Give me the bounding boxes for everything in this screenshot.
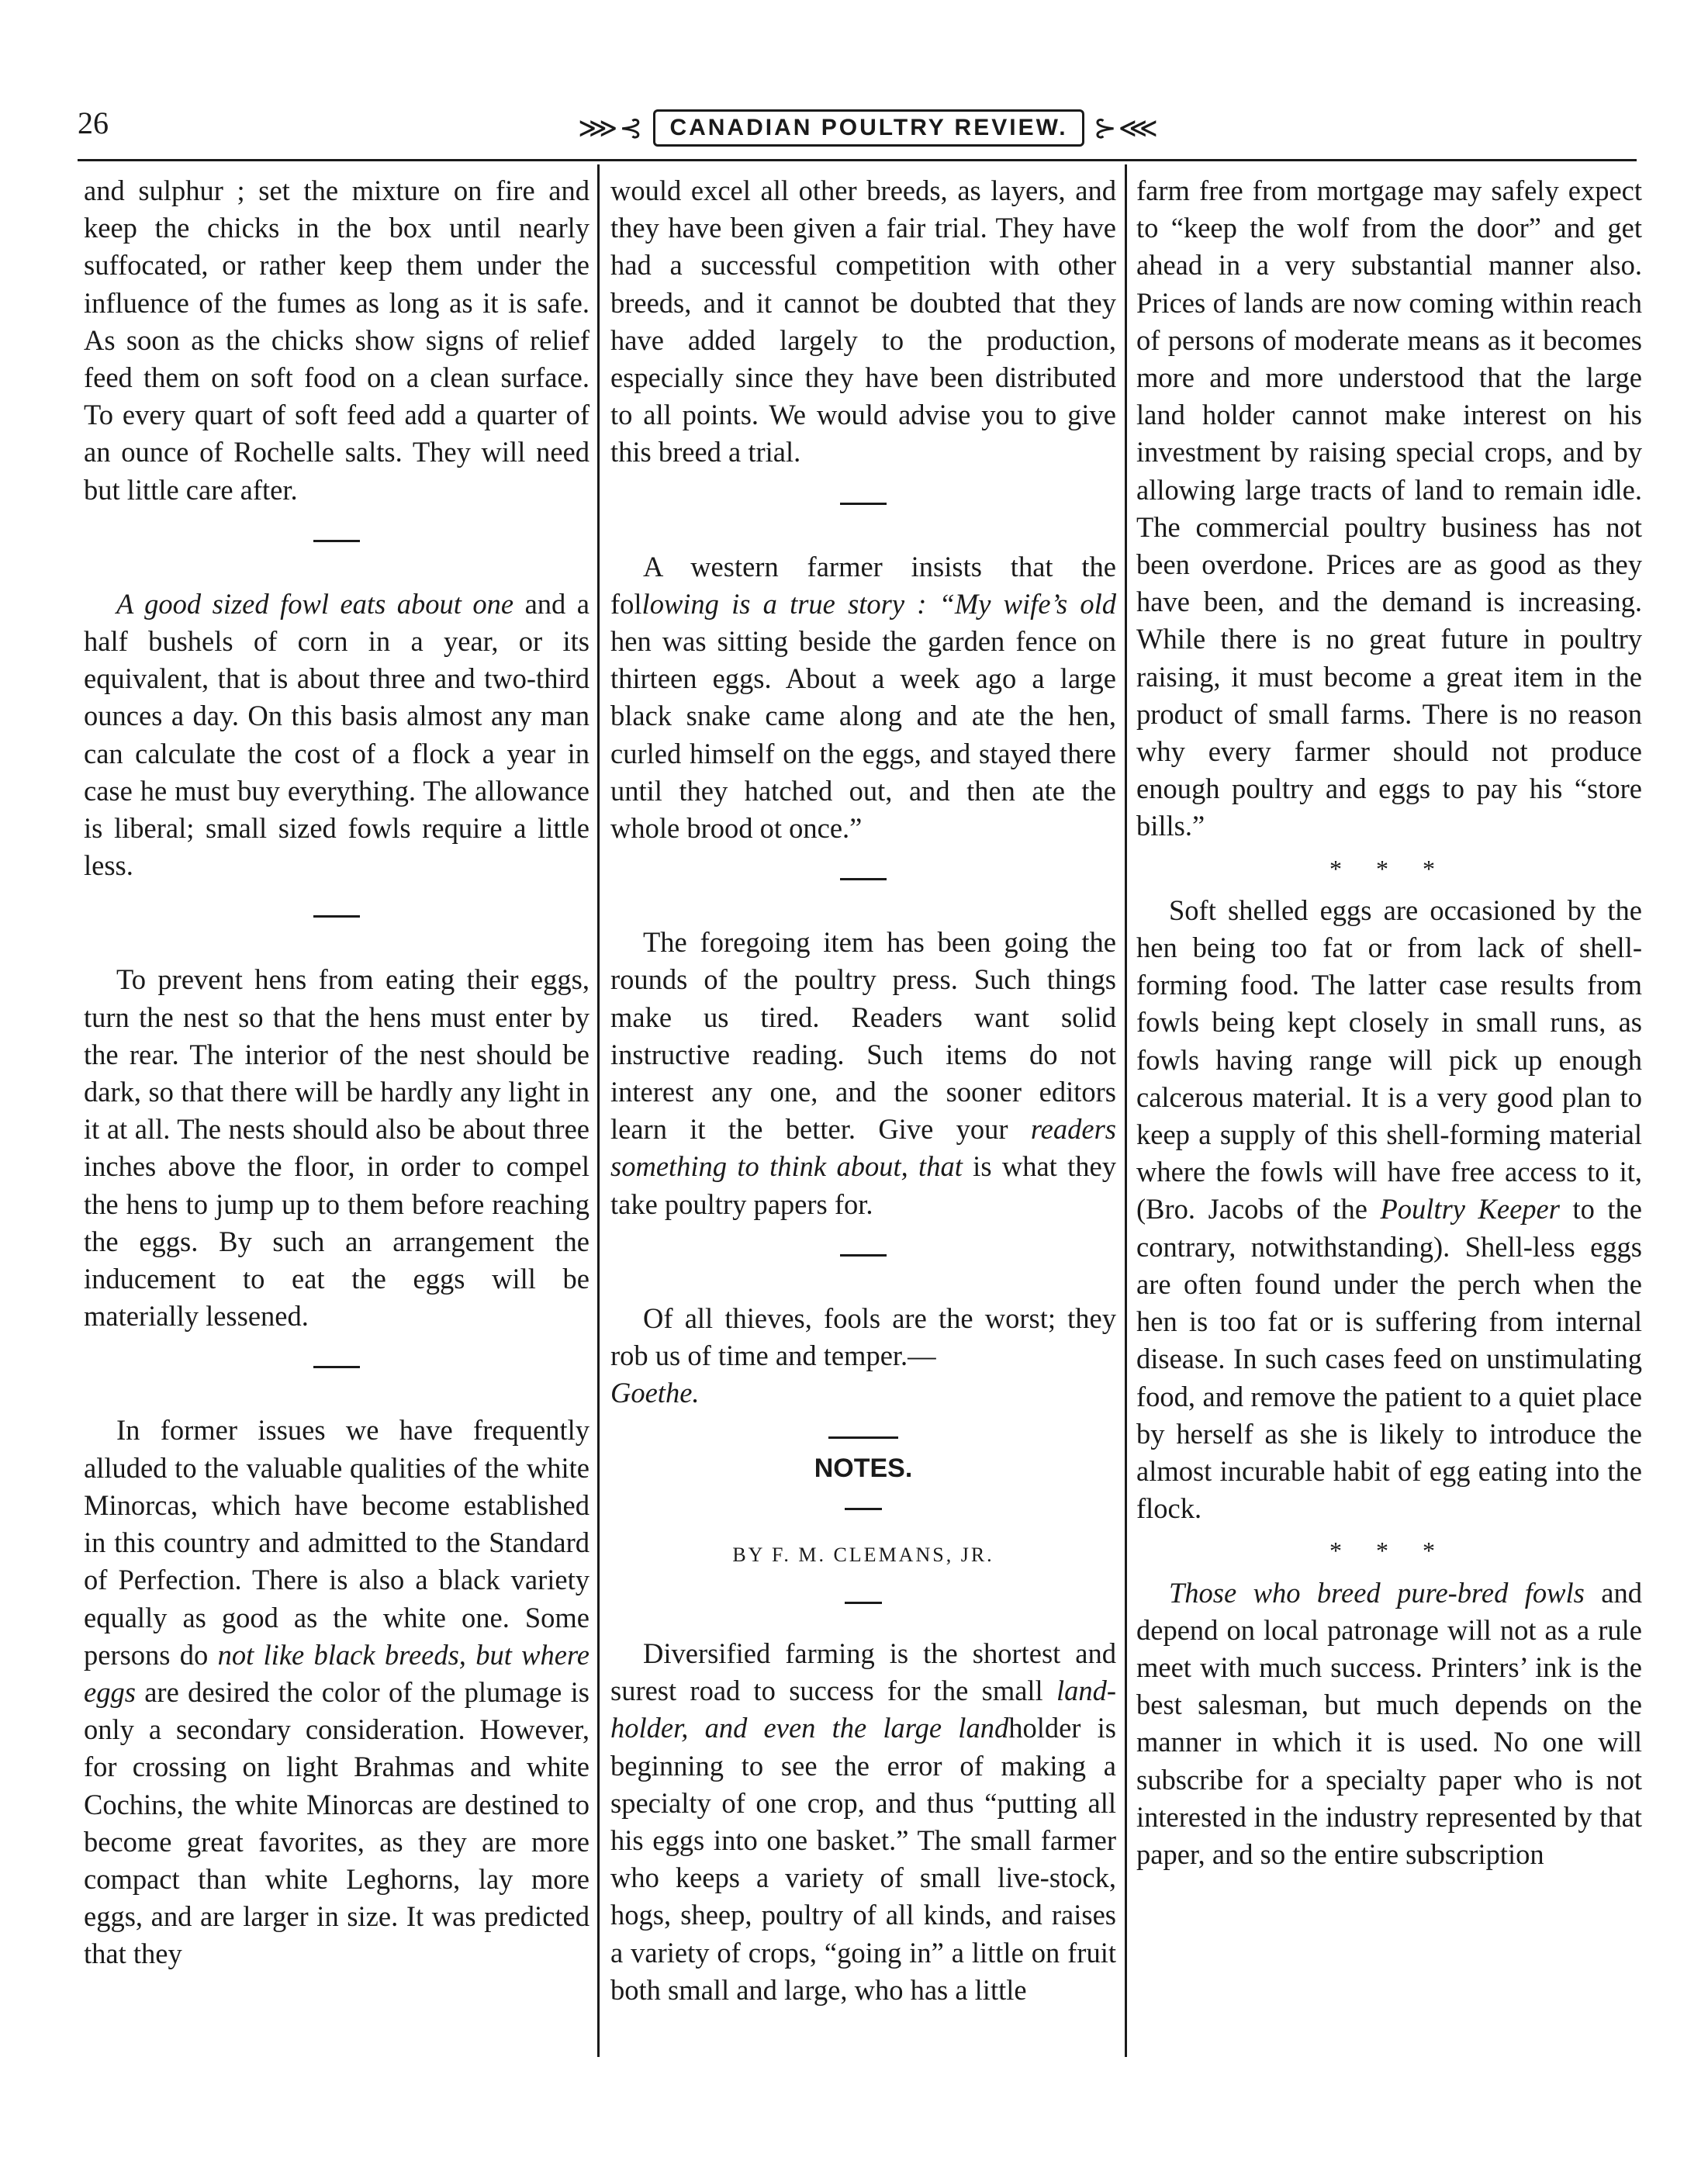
text: A western farmer insists that the fol bbox=[610, 550, 1116, 620]
paragraph bbox=[610, 548, 1116, 848]
paragraph bbox=[1136, 1575, 1642, 1874]
section-stars: * * * bbox=[1329, 854, 1449, 883]
italic-text: land-holder, and even the large land bbox=[610, 1675, 1116, 1744]
text: hen was sitting beside the garden fence on thirteen eggs. About a week ago a large black snake came along and ate the hen, curled himself on the eggs, and stayed there until they hatched out, and then ate the whole brood ot once.” bbox=[610, 625, 1116, 845]
quote-attribution: Goethe. bbox=[610, 1377, 700, 1409]
paragraph bbox=[84, 586, 590, 885]
column-3 bbox=[1136, 172, 1642, 1873]
text: and a half bushels of corn in a year, or its equivalent, that is about three and two-third ounces a day. On this basis almost any man can calculate the cost of a flock a year in case he must buy everything. The allowance is liberal; small sized fowls require a little less. bbox=[84, 587, 590, 882]
byline: BY F. M. CLEMANS, JR. bbox=[732, 1543, 994, 1566]
italic-text: readers something to think about, that bbox=[610, 1113, 1116, 1183]
italic-text: not like black breeds, but where eggs bbox=[84, 1638, 590, 1708]
text: to the contrary, notwithstanding). Shell-less eggs are often found under the perch when the hen is too fat or is suffering from internal disease. In such cases feed on unstimulating food, and remove the patient to a quiet place by herself as she is likely to introduce the almost incurable habit of egg eating into the flock. bbox=[1136, 1193, 1643, 1525]
paragraph: would excel all other breeds, as layers, and they have been given a fair trial. They have had a successful competition with other breeds, and it cannot be doubted that they have added largely to the production, especially since they have been distributed to all points. We would advise you to give this breed a trial. bbox=[610, 175, 1116, 468]
column-divider bbox=[597, 164, 600, 2057]
text: In former issues we have frequently alluded to the valuable qualities of the white Minorcas, which have become established in this country and admitted to the Standard of Perfection. There is also a black variety equally as good as the white one. Some persons do bbox=[84, 1414, 590, 1671]
text: Diversified farming is the shortest and surest road to success for the small bbox=[610, 1637, 1116, 1707]
column-2 bbox=[610, 172, 1116, 2009]
section-divider bbox=[840, 1254, 887, 1257]
text: Soft shelled eggs are occasioned by the hen being too fat or from lack of shell-forming food. The latter case results from fowls being kept closely in small runs, as fowls having range will pick up enough calcerous material. It is a very good plan to keep a supply of this shell-forming material where the fowls will have free access to it, (Bro. Jacobs of the bbox=[1136, 894, 1642, 1226]
paragraph: farm free from mortgage may safely expect to “keep the wolf from the door” and get ahead in a very substantial manner also. Prices of lands are now coming within reach of persons of moderate means as it becomes more and more understood that the large land holder cannot make interest on his investment by raising special crops, and by allowing large tracts of land to remain idle. The commercial poultry business has not been overdone. Prices are as good as they have been, and the demand is increasing. While there is no great future in poultry raising, it must become a great item in the product of small farms. There is no reason why every farmer should not produce enough poultry and eggs to pay his “store bills.” bbox=[1136, 175, 1642, 842]
paragraph: and sulphur ; set the mixture on fire and keep the chicks in the box until nearly suffocated, or rather keep them under the influence of the fumes as long as it is safe. As soon as the chicks show signs of relief feed them on soft food on a clean surface. To every quart of soft feed add a quarter of an ounce of Rochelle salts. They will need but little care after. bbox=[84, 175, 590, 506]
text: Of all thieves, fools are the worst; they rob us of time and temper.— bbox=[610, 1302, 1116, 1372]
text: holder is beginning to see the error of making a specialty of one crop, and thus “putting all his eggs into one basket.” The small farmer who keeps a variety of small live-stock, hogs, sheep, poultry of all kinds, and raises a variety of crops, “going in” a little on fruit both small and large, who has a little bbox=[610, 1712, 1117, 2006]
italic-text: lowing is a true story : “My wife’s old bbox=[641, 587, 1116, 620]
page-number: 26 bbox=[78, 105, 109, 140]
text: are desired the color of the plumage is only a secondary consideration. However, for crossing on light Brahmas and white Cochins, the white Minorcas are destined to become great favorites, as they are more compact than white Leghorns, lay more eggs, and are larger in size. It was predicted that they bbox=[84, 1675, 590, 1970]
text: is what they take poultry papers for. bbox=[610, 1150, 1117, 1220]
section-divider bbox=[828, 1436, 898, 1439]
column-divider bbox=[1125, 164, 1127, 2057]
italic-text: A good sized fowl eats about one bbox=[116, 587, 514, 620]
paragraph bbox=[610, 1635, 1116, 2009]
masthead bbox=[578, 97, 1160, 159]
notes-heading: NOTES. bbox=[814, 1454, 913, 1484]
paragraph bbox=[84, 1412, 590, 1972]
section-divider bbox=[313, 915, 360, 918]
ornament-left-icon: ⋙⊰ bbox=[578, 112, 645, 143]
section-divider bbox=[313, 1366, 360, 1368]
section-divider bbox=[840, 503, 887, 505]
paragraph bbox=[610, 924, 1116, 1223]
text: and depend on local patronage will not as a rule meet with much success. Printers’ ink is the best salesman, but much depends on the manner in which it is used. No one will subscribe for a specialty paper who is not interested in the industry represented by that paper, and so the entire subscription bbox=[1136, 1576, 1643, 1870]
paragraph: To prevent hens from eating their eggs, turn the nest so that the hens must enter by the rear. The interior of the nest should be dark, so that there will be hardly any light in it at all. The nests should also be about three inches above the floor, in order to compel the hens to jump up to them before reaching the eggs. By such an arrangement the inducement to eat the eggs will be materially lessened. bbox=[84, 963, 590, 1333]
italic-text: Those who breed pure-bred fowls bbox=[1169, 1576, 1585, 1609]
section-divider bbox=[840, 878, 887, 880]
paragraph bbox=[1136, 892, 1642, 1527]
text: The foregoing item has been going the rounds of the poultry press. Such things make us tired. Readers want solid instructive reading. Such items do not interest any one, and the sooner editors learn it the better. Give your bbox=[610, 926, 1116, 1146]
column-1 bbox=[84, 172, 590, 1973]
section-divider bbox=[845, 1602, 882, 1604]
paragraph bbox=[610, 1300, 1116, 1412]
section-stars: * * * bbox=[1329, 1537, 1449, 1565]
section-divider bbox=[313, 540, 360, 542]
italic-text: Poultry Keeper bbox=[1380, 1193, 1560, 1226]
masthead-title: CANADIAN POULTRY REVIEW. bbox=[653, 109, 1084, 147]
ornament-right-icon: ⊱⋘ bbox=[1093, 112, 1160, 143]
header-rule bbox=[78, 159, 1637, 161]
section-divider bbox=[845, 1508, 882, 1510]
